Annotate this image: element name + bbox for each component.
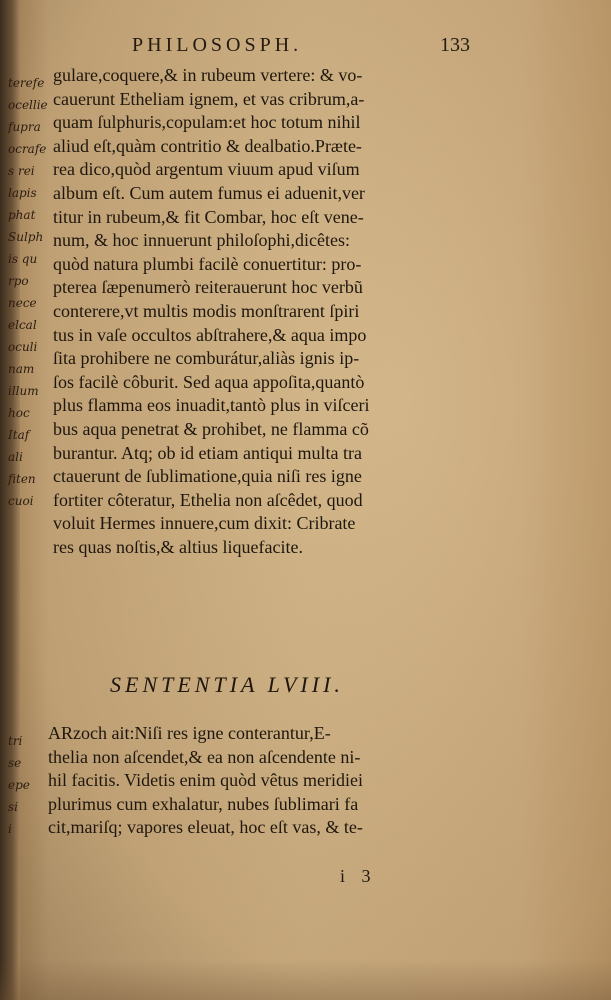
text-line: burantur. Atq; ob id etiam antiqui multa tra (53, 442, 362, 463)
text-line: conterere,vt multis modis monſtrarent ſpiri (53, 300, 360, 321)
page-number: 133 (440, 34, 470, 56)
text-line: bus aqua penetrat & prohibet, ne flamma cõ (53, 418, 369, 439)
bleed-through-margin-top (8, 72, 48, 512)
text-line: aliud eſt,quàm contritio & dealbatio.Præte- (53, 135, 362, 156)
bleed-through-fragment: lapis (8, 186, 37, 200)
text-line: pterea ſæpenumerò reiterauerunt hoc verbũ (53, 277, 363, 298)
text-line: fortiter côteratur, Ethelia non aſcêdet, quod (53, 489, 363, 510)
paragraph-2 (48, 722, 478, 840)
bleed-through-fragment: elcal (8, 318, 37, 332)
bleed-through-fragment: phat (8, 208, 36, 222)
bleed-through-fragment: nam (8, 362, 35, 376)
bleed-through-fragment: hoc (8, 406, 30, 420)
bleed-through-fragment: ali (8, 450, 23, 464)
text-line: gulare,coquere,& in rubeum vertere: & vo- (53, 65, 363, 85)
text-line: res quas noſtis,& altius liquefacite. (53, 536, 303, 557)
bleed-through-fragment: oculi (8, 340, 38, 354)
bleed-through-fragment: fiten (8, 472, 36, 486)
text-line: thelia non aſcendet,& ea non aſcendente ni- (48, 746, 361, 767)
bleed-through-fragment: Sulph (8, 230, 44, 244)
text-line: ctauerunt de ſublimatione,quia niſi res igne (53, 466, 362, 487)
bleed-through-fragment: ocrafe (8, 142, 47, 156)
bleed-through-fragment: rpo (8, 274, 29, 288)
text-line: tus in vaſe occultos abſtrahere,& aqua impo (53, 324, 367, 345)
text-line: ARzoch ait:Niſi res igne conterantur,E- (48, 723, 331, 743)
running-title: PHILOSOSPH. (132, 34, 303, 56)
bleed-through-fragment: si (8, 800, 18, 814)
text-line: ſos facilè côburit. Sed aqua appoſita,quantò (53, 371, 365, 392)
text-line: voluit Hermes innuere,cum dixit: Cribrate (53, 513, 356, 534)
bleed-through-fragment: ocellie (8, 98, 48, 112)
text-line: quam ſulphuris,copulam:et hoc totum nihil (53, 112, 361, 133)
page-bottom-shade (0, 960, 611, 1000)
text-line: cauerunt Etheliam ignem, et vas cribrum,a- (53, 88, 365, 109)
bleed-through-fragment: se (8, 756, 22, 770)
text-line: cit,mariſq; vapores eleuat, hoc eſt vas, & te- (48, 817, 363, 838)
bleed-through-fragment: cuoi (8, 494, 34, 508)
paragraph-1 (53, 64, 473, 559)
text-line: titur in rubeum,& fit Combar, hoc eſt vene- (53, 206, 364, 227)
bleed-through-fragment: Itaf (8, 428, 30, 442)
bleed-through-margin-bottom (8, 730, 48, 840)
bleed-through-fragment: i (8, 822, 12, 836)
text-line: quòd natura plumbi facilè conuertitur: pro- (53, 253, 362, 274)
bleed-through-fragment: illum (8, 384, 39, 398)
bleed-through-fragment: epe (8, 778, 30, 792)
text-line: hil facitis. Videtis enim quòd vêtus meridiei (48, 770, 364, 791)
bleed-through-fragment: nece (8, 296, 37, 310)
bleed-through-fragment: tri (8, 734, 23, 748)
text-line: album eſt. Cum autem fumus ei aduenit,ver (53, 182, 365, 203)
signature-mark: i 3 (340, 866, 377, 886)
bleed-through-fragment: fupra (8, 120, 41, 134)
text-line: rea dico,quòd argentum viuum apud viſum (53, 159, 360, 180)
bleed-through-fragment: s rei (8, 164, 35, 178)
bleed-through-fragment: terefe (8, 76, 45, 90)
text-line: plus flamma eos inuadit,tantò plus in viſceri (53, 395, 370, 416)
bleed-through-fragment: is qu (8, 252, 38, 266)
text-line: num, & hoc innuerunt philoſophi,dicêtes: (53, 230, 350, 251)
text-line: ſita prohibere ne comburátur,aliàs ignis ip- (53, 348, 360, 369)
text-line: plurimus cum exhalatur, nubes ſublimari fa (48, 793, 359, 814)
section-heading: SENTENTIA LVIII. (110, 672, 344, 697)
